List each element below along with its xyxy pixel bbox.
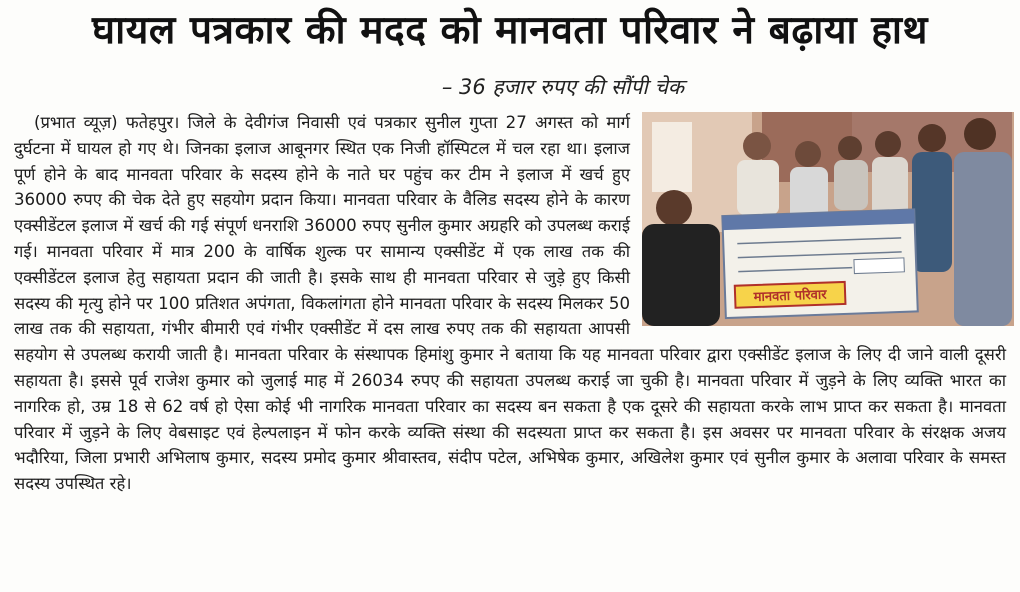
article-body-container — [14, 110, 1006, 497]
article-photo — [642, 112, 1014, 326]
article-body: (प्रभात व्यूज़) फतेहपुर। जिले के देवीगंज निवासी एवं पत्रकार सुनील गुप्ता 27 अगस्त को मार्ग दुर्घटना में घायल हो गए थे। जिनका इलाज आबूनगर स्थित एक निजी हॉस्पिटल में चल रहा था। इलाज पूर्ण होने के बाद मानवता परिवार के सदस्य होने के नाते घर पहुंच कर टीम ने इलाज में खर्च हुए 36000 रुपए की चेक देते हुए सहयोग प्रदान किया। मानवता परिवार के वैलिड सदस्य होने के कारण एक्सीडेंटल इलाज में खर्च की गई संपूर्ण धनराशि 36000 रुपए सुनील कुमार अग्रहरि को उपलब्ध कराई गई। मानवता परिवार में मात्र 200 के वार्षिक शुल्क पर सामान्य एक्सीडेंट में एक लाख तक की एक्सीडेंटल इलाज हेतु सहायता प्रदान की जाती है। इसके साथ ही मानवता परिवार से जुड़े हुए किसी सदस्य की मृत्यु होने पर 100 प्रतिशत अपंगता, विकलांगता होने मानवता परिवार के सदस्य मिलकर 50 लाख तक की सहायता, गंभीर बीमारी एवं गंभीर एक्सीडेंट में दस लाख रुपए तक की सहायता आपसी सहयोग से उपलब्ध करायी जाती है। मानवता परिवार के संस्थापक हिमांशु कुमार ने बताया कि यह मानवता परिवार द्वारा एक्सीडेंट इलाज के लिए दी जाने वाली दूसरी सहायता है। इससे पूर्व राजेश कुमार को जुलाई माह में 26034 रुपए की सहायता उपलब्ध कराई जा चुकी है। मानवता परिवार में जुड़ने के लिए व्यक्ति भारत का नागरिक हो, उम्र 18 से 62 वर्ष हो ऐसा कोई भी नागरिक मानवता परिवार का सदस्य बन सकता है एक दूसरे की सहायता करके लाभ प्राप्त कर सकता है। मानवता परिवार में जुड़ने के लिए वेबसाइट एवं हेल्पलाइन में फोन करके व्यक्ति संस्था की सदस्यता प्राप्त कर सकता है। इस अवसर पर मानवता परिवार के संरक्षक अजय भदौरिया, जिला प्रभारी अभिलाष कुमार, सदस्य प्रमोद कुमार श्रीवास्तव, संदीप पटेल, अभिषेक कुमार, अखिलेश कुमार एवं सुनील कुमार के अलावा परिवार के समस्त सदस्य उपस्थित रहे। — [14, 113, 1006, 494]
subheadline: – 36 हजार रुपए की सौंपी चेक — [441, 75, 684, 99]
cheque-banner-text: मानवता परिवार — [753, 287, 827, 306]
photo-illustration — [642, 112, 1014, 326]
headline: घायल पत्रकार की मदद को मानवता परिवार ने बढ़ाया हाथ — [92, 8, 928, 53]
